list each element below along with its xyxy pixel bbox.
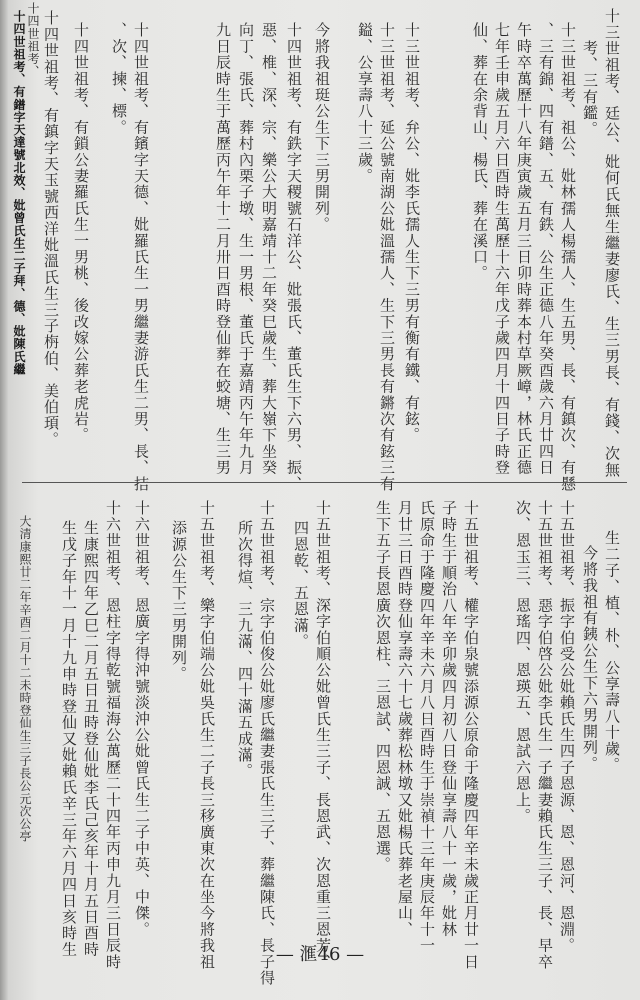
text-column: 今將我祖珽公生下三男開列。: [313, 22, 331, 233]
text-column: 、三有錦、四有鐠、五、有鉄、公生正德八年癸酉歲六月廿四日: [537, 22, 555, 476]
text-column: 十五世祖考、振字伯受公妣賴氏生四子恩源、恩、恩河、恩淵。: [558, 500, 576, 954]
text-column: 月廿三日酉時登仙享壽六十七歲葬松林墩又妣楊氏葬老屋山、: [396, 500, 414, 938]
text-column: 氏原命于隆慶四年辛未六月八日酉時生于崇禎十三年庚辰年十一: [418, 500, 436, 954]
text-column: 考、三有鑑。: [581, 40, 599, 138]
text-column: 十四世祖考、有鑌字天德、妣羅氏生一男繼妻游氏生二男、長、拮: [132, 22, 150, 492]
text-column: 十五世祖考、惡字伯啓公妣李氏生一子繼妻賴氏生三子、長、早卒: [536, 500, 554, 970]
text-column: 生二子、植、朴、公享壽八十歲。: [603, 530, 621, 773]
text-column-edge: 大清康熙廿二年辛酉二月十二未時登仙生三子長公元次公亭: [18, 515, 32, 843]
text-column: 十三世祖考、祖公、妣林孺人楊孺人、生五男、長、有鎮次、有懸: [559, 22, 577, 492]
text-column: 十四世祖考、有鎖公妻羅氏生一男桃、後改嫁公葬老虎岩。: [72, 22, 90, 444]
text-column: 四恩乾、五恩滿。: [292, 520, 310, 650]
text-column: 仙、葬在余背山、楊氏、葬在溪口。: [471, 22, 489, 282]
text-column: 生戊子年十一月十九申時登仙又妣賴氏辛三年六月四日亥時生: [60, 520, 78, 958]
text-column: 子時生于順治八年辛卯歲四月初八日登仙享壽八十一歲，妣林: [440, 500, 458, 938]
text-column: 十三世祖考、延公號南湖公妣溫孺人、生下三男長有鏘次有鉉三有: [378, 22, 396, 492]
text-column: 十五世祖考、深字伯順公妣曾氏生三子、長恩武、次恩重三恩芳、: [314, 500, 332, 970]
text-column: 次、恩玉三、恩瑤四、恩瑛五、恩試六恩上。: [514, 500, 532, 824]
text-column: 生下五子長恩廣次恩柱、三恩試、四恩誠、五恩選。: [374, 500, 392, 873]
text-column: 七年壬申歲五月六日酉時生萬歷十六年戊子歲四月十四日子時登: [493, 22, 511, 476]
text-column-edge: 十四世祖考、: [26, 2, 40, 78]
text-column-edge: 十四世祖考、有鐠字天達號北效、妣曾氏生二子拜、德、妣陳氏繼: [12, 10, 26, 376]
text-column: 所次得煊、三九滿、四十滿五成滿。: [236, 520, 254, 780]
book-spine-shadow: [0, 0, 8, 1000]
text-column: 向丁、張氏、葬村內栗子墩、生一男根、董氏于嘉靖丙午年九月: [237, 22, 255, 476]
text-column: 鎰、公享壽八十三歲。: [356, 22, 374, 184]
text-column: 十六世祖考、恩柱字得乾號福海公萬歷二十四年丙申九月三日辰時: [104, 500, 122, 970]
text-column: 十三世祖考、弁公、妣李氏孺人生下三男有衡有鐵、有鉉。: [403, 22, 421, 444]
text-column: 惡、椎、深、宗、樂公大明嘉靖十二年癸巳歲生、葬大嶺下坐癸: [260, 22, 278, 476]
text-column: 、次、揀、標。: [110, 22, 128, 136]
page-number: — 滙46 —: [275, 944, 365, 965]
text-column: 十五世祖考、權字伯泉號添源公原命于隆慶四年辛未歲正月廿一日: [462, 500, 480, 970]
section-divider: [22, 482, 627, 483]
text-column: 十五世祖考、宗字伯俊公妣廖氏繼妻張氏生三子、葬繼陳氏、長子得: [258, 500, 276, 986]
text-column: 十五世祖考、樂字伯端公妣吳氏生二子長三移廣東次在坐今將我祖: [198, 500, 216, 970]
text-column: 添源公生下三男開列。: [170, 520, 188, 682]
text-column: 今將我祖有銕公生下六男開列。: [581, 545, 599, 772]
text-column: 生康熙四年乙巳二月五日丑時登仙妣李氏己亥年十月五日酉時: [82, 520, 100, 958]
text-column: 十六世祖考、恩廣字得沖號淡沖公妣曾氏生二子中英、中傑。: [133, 500, 151, 938]
text-column: 九日辰時生于萬歷丙午年十二月卅日酉時登仙葬在蛟塘、生三男: [214, 22, 232, 476]
text-column: 十四世祖考、有鉄字天稷號石洋公、妣張氏、董氏生下六男、振、: [285, 22, 303, 492]
text-column: 十四世祖考、有鎮字天玉號西洋妣溫氏生三子栴伯、美伯頊。: [42, 10, 60, 448]
text-column: 午時卒萬歷十八年庚寅歲五月三日卯時葬本村草厥嶂，林氏正德: [515, 22, 533, 476]
text-column: 十三世祖考、廷公、妣何氏無生繼妻廖氏、生三男長、有錢、次無: [603, 8, 621, 478]
